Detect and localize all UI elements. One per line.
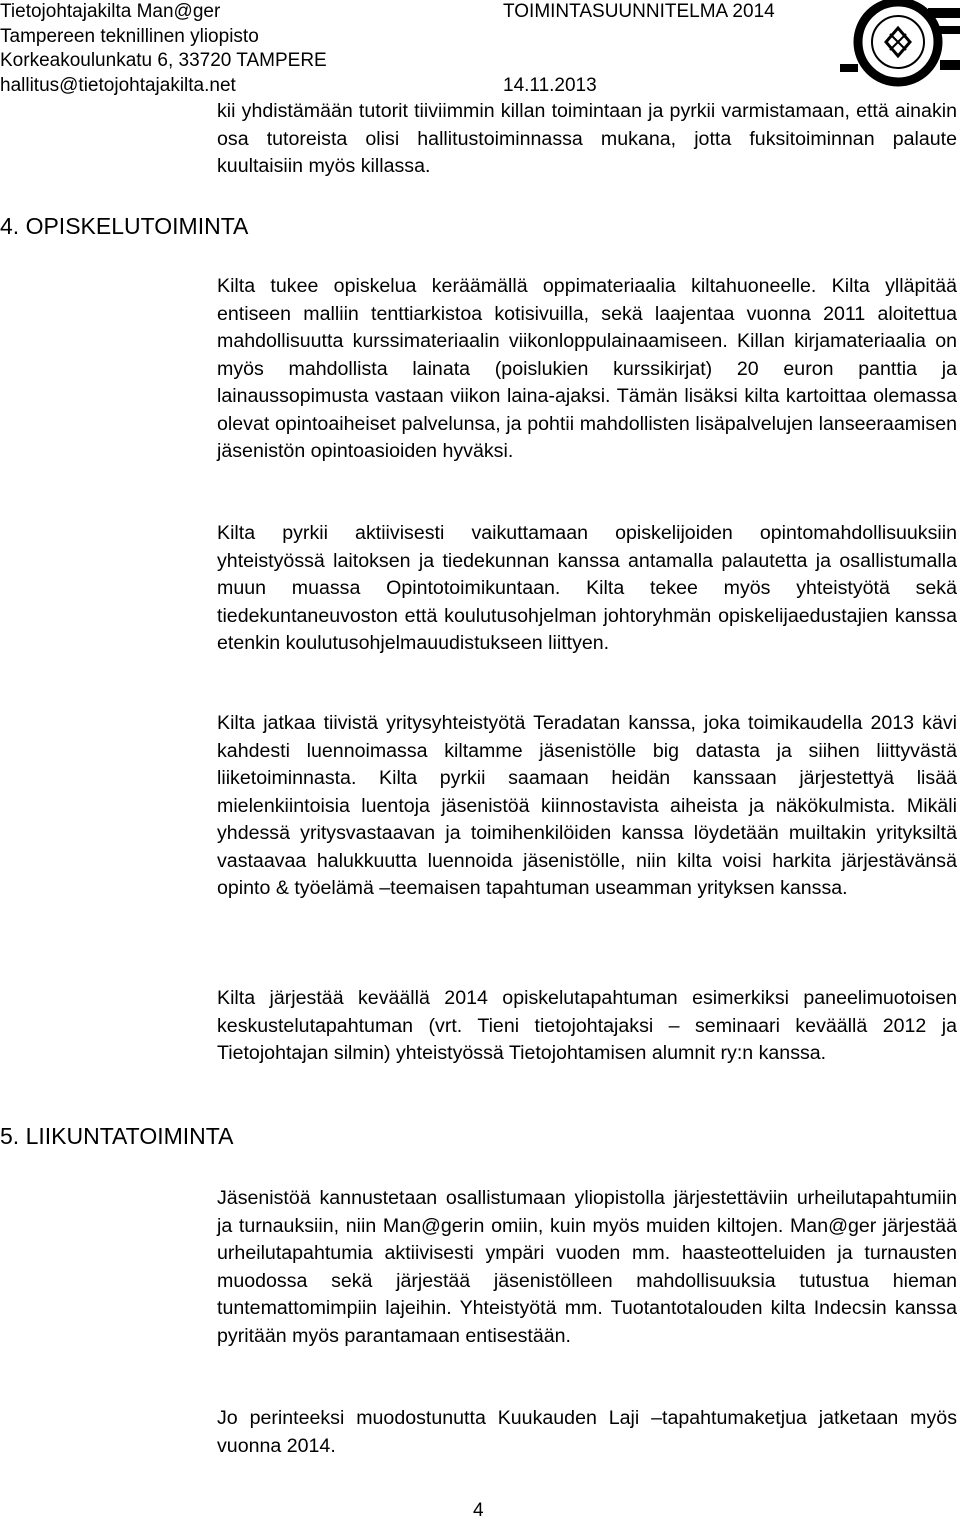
document-date: 14.11.2013 <box>503 74 597 96</box>
section4-paragraph: Kilta jatkaa tiivistä yritysyhteistyötä Teradatan kanssa, joka toimikaudella 2013 kävi kahdesti luennoimassa kiltamme jäsenistölle big datasta ja siihen liittyvästä liiketoiminnasta. Kilta pyrkii saamaan heidän kanssaan järjestettyä lisää mielenkiintoisia luentoja jäsenistöä kiinnostavista aiheista ja näkökulmista. Mikäli yhdessä yritysvastaavan ja toimihenkilöiden kanssa löydetään muiltakin yrityksiltä vastaavaa halukkuutta luennoida jäsenistölle, niin kilta voisi harkita järjestävänsä opinto & työelämä –teemaisen tapahtuman useamman yrityksen kanssa. <box>217 712 957 899</box>
section5-paragraph: Jäsenistöä kannustetaan osallistumaan yliopistolla järjestettäviin urheilutapahtumiin ja turnauksiin, niin Man@gerin omiin, kuin myös muiden kiltojen. Man@ger järjestää urheilutapahtumia aktiivisesti ympäri vuoden mm. haasteotteluiden ja turnausten muodossa sekä järjestää jäsenistölleen mahdollisuuksia tutustua hieman tuntemattomimpiin lajeihin. Yhteistyötä mm. Tuotantotalouden kilta Indecsin kanssa pyritään myös parantamaan entisestään. <box>217 1187 957 1347</box>
section-heading-liikuntatoiminta: 5. LIIKUNTATOIMINTA <box>0 1123 234 1149</box>
header-contact-block <box>0 0 327 98</box>
section-heading-opiskelutoiminta: 4. OPISKELUTOIMINTA <box>0 213 249 239</box>
contact-email: hallitus@tietojohtajakilta.net <box>0 74 236 96</box>
university-name: Tampereen teknillinen yliopisto <box>0 25 259 47</box>
document-title: TOIMINTASUUNNITELMA 2014 <box>503 1 775 22</box>
header-doc-block <box>503 0 775 98</box>
guild-logo-icon <box>840 0 960 98</box>
section5-paragraph: Jo perinteeksi muodostunutta Kuukauden Laji –tapahtumaketjua jatketaan myös vuonna 2014. <box>217 1407 957 1457</box>
intro-paragraph: kii yhdistämään tutorit tiiviimmin killan toimintaan ja pyrkii varmistamaan, että ainakin osa tutoreista olisi hallitustoiminnassa mukana, jotta fuksitoiminnan palaute kuultaisiin myös killassa. <box>217 100 957 177</box>
section4-paragraph: Kilta järjestää keväällä 2014 opiskelutapahtuman esimerkiksi paneelimuotoisen keskustelutapahtuman (vrt. Tieni tietojohtajaksi – seminaari keväällä 2012 ja Tietojohtajan silmin) yhteistyössä Tietojohtamisen alumnit ry:n kanssa. <box>217 987 957 1064</box>
section4-paragraph: Kilta pyrkii aktiivisesti vaikuttamaan opiskelijoiden opintomahdollisuuksiin yhteistyössä laitoksen ja tiedekunnan kanssa antamalla palautetta ja osallistumalla muun muassa Opintotoimikuntaan. Kilta tekee myös yhteistyötä sekä tiedekuntaneuvoston että koulutusohjelman johtoryhmän opiskelijaedustajien kanssa etenkin koulutusohjelmauudistukseen liittyen. <box>217 522 957 654</box>
org-name: Tietojohtajakilta Man@ger <box>0 1 221 22</box>
postal-address: Korkeakoulunkatu 6, 33720 TAMPERE <box>0 50 327 71</box>
page-number: 4 <box>473 1500 484 1521</box>
section4-paragraph: Kilta tukee opiskelua keräämällä oppimateriaalia kiltahuoneelle. Kilta ylläpitää entiseen malliin tenttiarkistoa kotisivuilla, sekä laajentaa vuonna 2011 aloitettua mahdollisuutta kurssimateriaalin viikonloppulainaamiseen. Killan kirjamateriaalia on myös mahdollista lainata (poislukien kurssikirjat) 20 euron panttia ja lainaussopimusta vastaan viikon laina-ajaksi. Tämän lisäksi kilta kartoittaa olemassa olevat opintoaiheiset palvelunsa, ja pohtii mahdollisten lisäpalvelujen lanseeraamisen jäsenistön opintoasioiden hyväksi. <box>217 275 957 462</box>
